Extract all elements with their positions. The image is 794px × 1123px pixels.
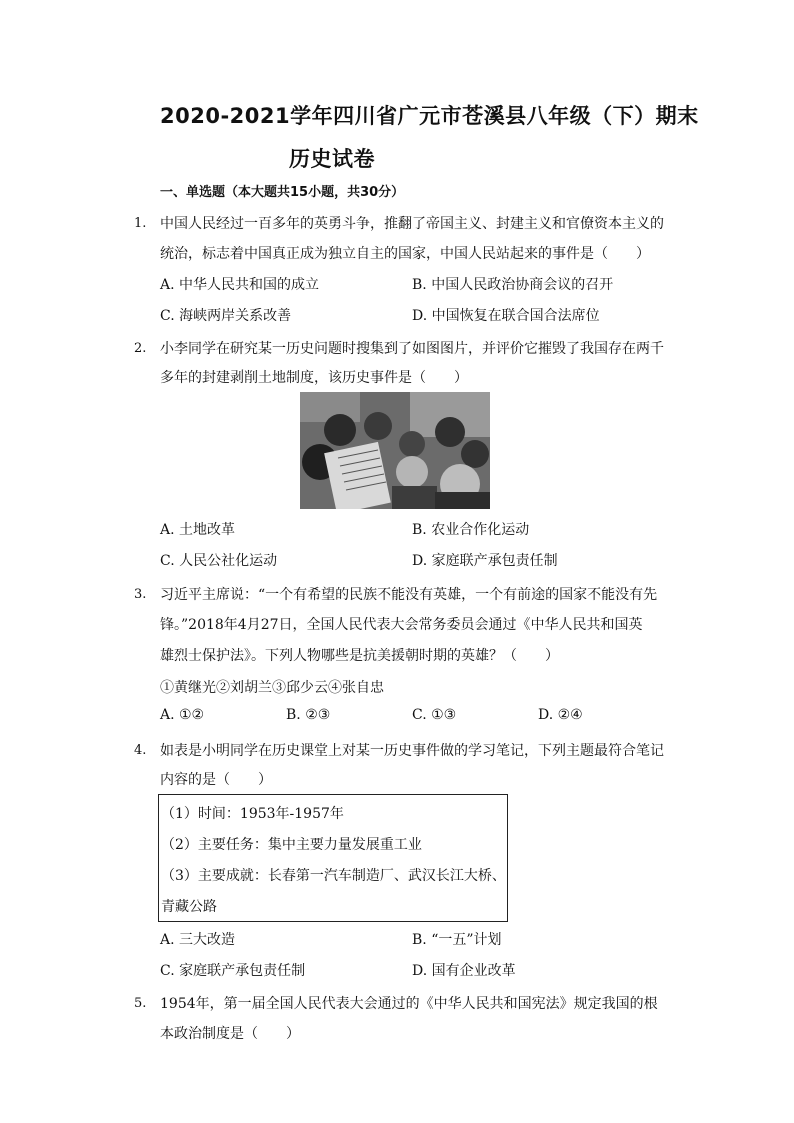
historical-photo (300, 392, 490, 509)
page-title: 2020-2021学年四川省广元市苍溪县八年级（下）期末 (160, 104, 699, 128)
option-c: C. 家庭联产承包责任制 (160, 963, 306, 979)
question-stem-line: 雄烈士保护法》。下列人物哪些是抗美援朝时期的英雄？（ ） (160, 648, 559, 664)
option-a: A. 三大改造 (160, 932, 236, 948)
option-b: B. 中国人民政治协商会议的召开 (412, 277, 614, 293)
question-number: 3. (134, 587, 147, 602)
question-number: 2. (134, 341, 147, 356)
option-a: A. 中华人民共和国的成立 (160, 277, 320, 293)
question-stem-line: 锋。”2018年4月27日，全国人民代表大会常务委员会通过《中华人民共和国英 (160, 617, 643, 633)
option-b: B. ②③ (286, 707, 331, 723)
option-c: C. 海峡两岸关系改善 (160, 308, 292, 324)
note-line: （3）主要成就：长春第一汽车制造厂、武汉长江大桥、 (161, 868, 506, 884)
question-stem-line: 内容的是（ ） (160, 772, 272, 788)
option-d: D. ②④ (538, 707, 583, 723)
option-b: B. 农业合作化运动 (412, 522, 530, 538)
page-subtitle: 历史试卷 (289, 147, 375, 171)
crowd-photo-illustration (300, 392, 490, 509)
question-stem-line: 如表是小明同学在历史课堂上对某一历史事件做的学习笔记，下列主题最符合笔记 (160, 743, 664, 759)
question-stem-line: 本政治制度是（ ） (160, 1026, 300, 1042)
question-stem-line: 1954年，第一届全国人民代表大会通过的《中华人民共和国宪法》规定我国的根 (160, 996, 658, 1012)
question-number: 1. (134, 216, 147, 231)
section-heading: 一、单选题（本大题共15小题，共30分） (160, 185, 405, 200)
question-number: 4. (134, 743, 147, 758)
question-number: 5. (134, 996, 147, 1011)
question-stem-line: 多年的封建剥削土地制度，该历史事件是（ ） (160, 370, 468, 386)
question-stem-line: 习近平主席说：“一个有希望的民族不能没有英雄，一个有前途的国家不能没有先 (160, 587, 658, 603)
option-c: C. ①③ (412, 707, 457, 723)
question-stem-line: 小李同学在研究某一历史问题时搜集到了如图图片，并评价它摧毁了我国存在两千 (160, 341, 664, 357)
option-d: D. 家庭联产承包责任制 (412, 553, 558, 569)
option-b: B. “一五”计划 (412, 932, 502, 948)
question-stem-line: ①黄继光②刘胡兰③邱少云④张自忠 (160, 680, 384, 696)
option-a: A. ①② (160, 707, 205, 723)
option-d: D. 国有企业改革 (412, 963, 516, 979)
question-stem-line: 统治，标志着中国真正成为独立自主的国家，中国人民站起来的事件是（ ） (160, 246, 650, 262)
option-d: D. 中国恢复在联合国合法席位 (412, 308, 600, 324)
note-line: 青藏公路 (161, 899, 217, 915)
question-stem-line: 中国人民经过一百多年的英勇斗争，推翻了帝国主义、封建主义和官僚资本主义的 (160, 216, 664, 232)
option-a: A. 土地改革 (160, 522, 236, 538)
note-line: （2）主要任务：集中主要力量发展重工业 (161, 837, 422, 853)
option-c: C. 人民公社化运动 (160, 553, 278, 569)
note-line: （1）时间：1953年-1957年 (161, 806, 344, 822)
